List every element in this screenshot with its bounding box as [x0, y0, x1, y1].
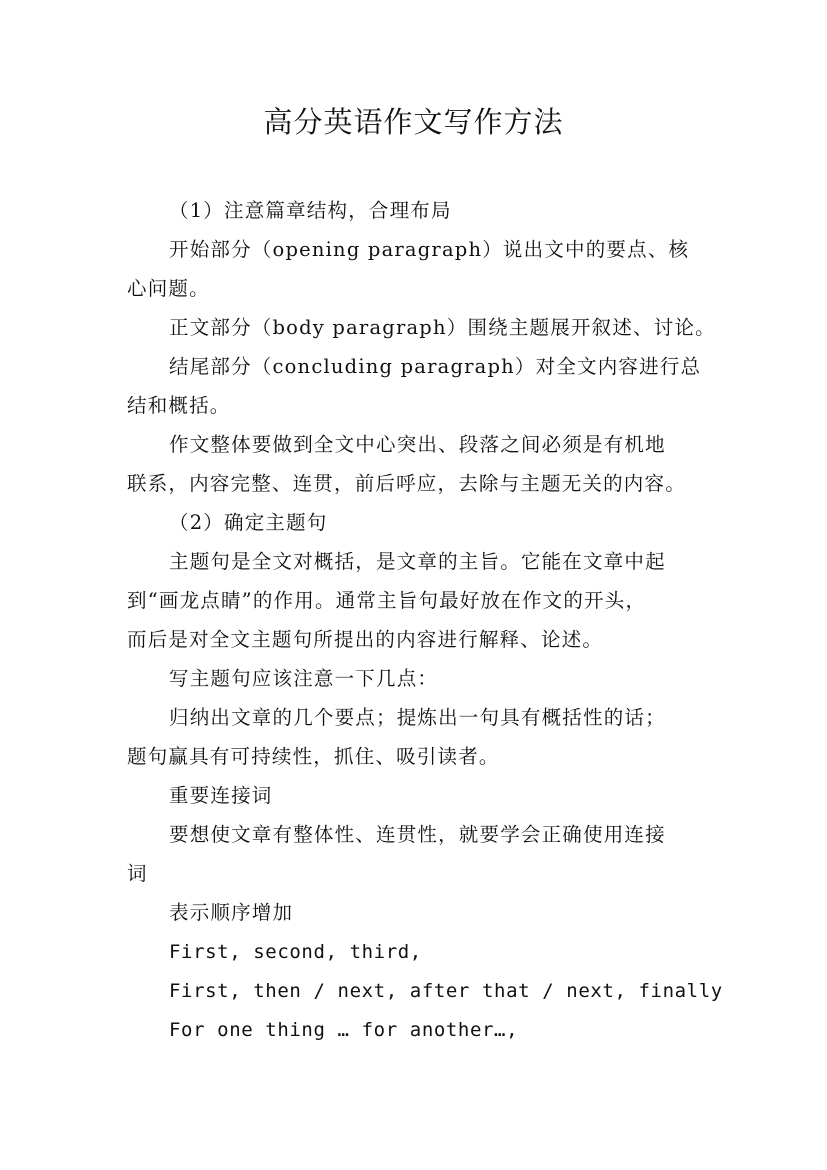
- paragraph-line: 主题句是全文对概括，是文章的主旨。它能在文章中起: [169, 550, 666, 573]
- paragraph-line: 写主题句应该注意一下几点：: [169, 667, 439, 690]
- example-line: For one thing … for another…,: [169, 1019, 519, 1041]
- heading-topic-sentence: （2）确定主题句: [169, 511, 328, 534]
- example-line: First, then / next, after that / next, finally: [169, 980, 723, 1002]
- paragraph-line: 正文部分（body paragraph）围绕主题展开叙述、讨论。: [169, 316, 716, 339]
- paragraph-line: 作文整体要做到全文中心突出、段落之间必须是有机地: [169, 433, 666, 456]
- paragraph-line: 词: [127, 862, 148, 885]
- paragraph-line: 表示顺序增加: [169, 901, 294, 924]
- paragraph-line: 心问题。: [127, 277, 210, 300]
- example-line: First, second, third,: [169, 941, 422, 963]
- paragraph-line: 要想使文章有整体性、连贯性，就要学会正确使用连接: [169, 823, 666, 846]
- heading-structure: （1）注意篇章结构，合理布局: [169, 199, 452, 222]
- paragraph-line: 题句赢具有可持续性，抓住、吸引读者。: [127, 745, 500, 768]
- paragraph-line: 开始部分（opening paragraph）说出文中的要点、核: [169, 238, 690, 261]
- paragraph-line: 而后是对全文主题句所提出的内容进行解释、论述。: [127, 628, 604, 651]
- paragraph-line: 结尾部分（concluding paragraph）对全文内容进行总: [169, 355, 702, 378]
- document-title: 高分英语作文写作方法: [263, 105, 564, 139]
- paragraph-line: 到“画龙点睛”的作用。通常主旨句最好放在作文的开头，: [127, 589, 647, 612]
- paragraph-line: 结和概括。: [127, 394, 231, 417]
- paragraph-line: 归纳出文章的几个要点；提炼出一句具有概括性的话；: [169, 706, 666, 729]
- heading-connectives: 重要连接词: [169, 784, 273, 807]
- paragraph-line: 联系，内容完整、连贯，前后呼应，去除与主题无关的内容。: [127, 472, 686, 495]
